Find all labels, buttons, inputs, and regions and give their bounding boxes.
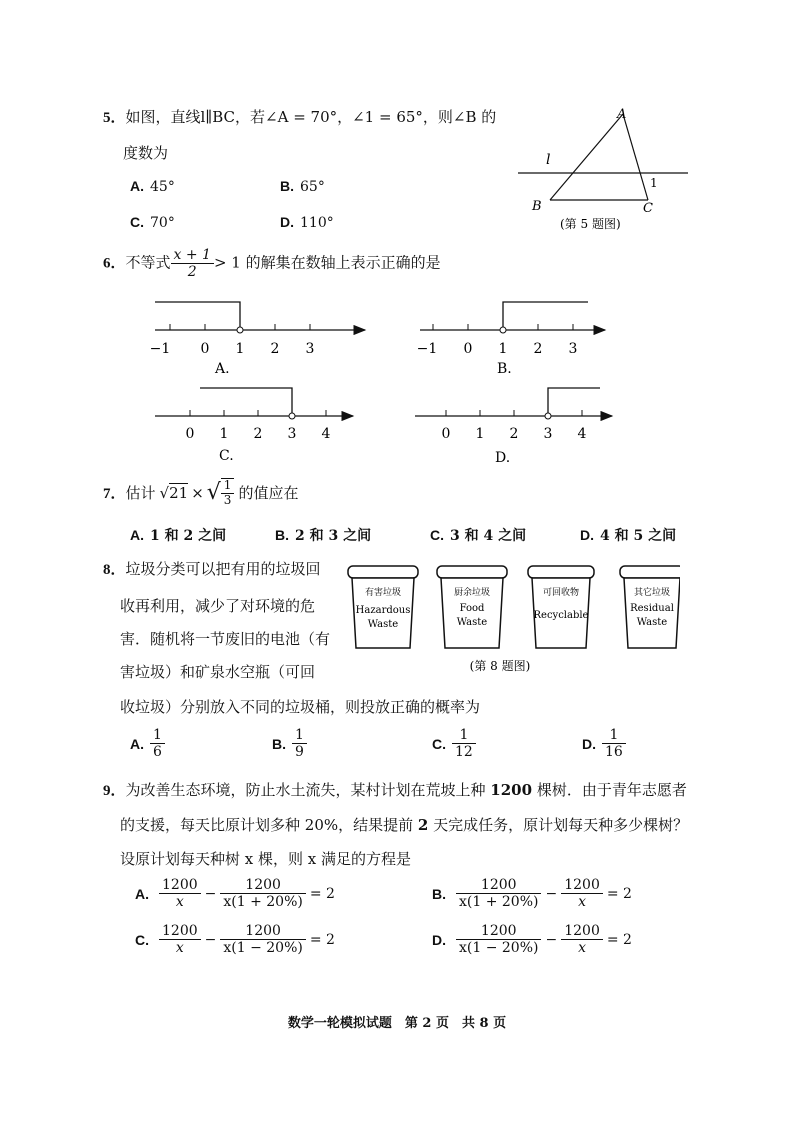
svg-text:其它垃圾: 其它垃圾 xyxy=(633,588,671,598)
q7-option-d: D. 4 和 5 之间 xyxy=(580,527,677,544)
tick-label: 1 xyxy=(498,341,508,357)
sqrt-21: √21 xyxy=(159,483,189,502)
q8-figure xyxy=(340,560,680,680)
q9-option-c: C. $\frac{1200}{x}$ − $\frac{1200}{x(1 - 20\%)}$ = 2 xyxy=(135,923,335,957)
solution-ray xyxy=(503,302,588,327)
open-point xyxy=(289,413,295,419)
tick-label: 2 xyxy=(270,341,280,357)
svg-text:厨余垃圾: 厨余垃圾 xyxy=(453,588,491,598)
tick-label: 0 xyxy=(200,341,210,357)
label-b: B xyxy=(532,199,542,214)
svg-text:Food: Food xyxy=(459,603,485,614)
tick-label: 3 xyxy=(543,426,553,442)
q8-line3: 害．随机将一节废旧的电池（有 xyxy=(120,630,331,648)
q7-option-b: B. 2 和 3 之间 xyxy=(275,527,372,544)
q8-line1: 8．垃圾分类可以把有用的垃圾回 xyxy=(103,560,321,578)
tick-label: 2 xyxy=(253,426,263,442)
tick-label: 2 xyxy=(509,426,519,442)
svg-text:Hazardous: Hazardous xyxy=(355,605,411,616)
sqrt-one-third: √ $\frac{1}{3}$ xyxy=(207,478,235,508)
tick-label: 0 xyxy=(185,426,195,442)
q9-line3: 设原计划每天种树 x 棵，则 x 满足的方程是 xyxy=(120,850,411,868)
svg-text:Residual: Residual xyxy=(630,603,674,614)
number-line-a xyxy=(150,302,365,377)
q6-stem: 6．不等式 $\frac{x + 1}{2}$ > 1 的解集在数轴上表示正确的是 xyxy=(103,247,441,281)
side-ab xyxy=(550,114,623,200)
bin-food xyxy=(437,566,507,648)
q8-line4: 害垃圾）和矿泉水空瓶（可回 xyxy=(120,663,316,681)
q8-option-b: B. $\frac{1}{9}$ xyxy=(272,727,307,760)
q9-line2: 的支援，每天比原计划多种 20%，结果提前 2 天完成任务，原计划每天种多少棵树？ xyxy=(120,816,689,834)
q9-option-b: B. $\frac{1200}{x(1 + 20\%)}$ − $\frac{1200}{x}$ = 2 xyxy=(432,877,632,911)
svg-text:Waste: Waste xyxy=(456,617,488,628)
side-ac xyxy=(623,114,648,200)
q5-stem-line1: 5．如图，直线l∥BC，若∠A = 70°，∠1 = 65°，则∠B 的 xyxy=(103,108,497,126)
tick-label: 1 xyxy=(475,426,485,442)
q8-line5: 收垃圾）分别放入不同的垃圾桶，则投放正确的概率为 xyxy=(120,698,481,716)
svg-text:Waste: Waste xyxy=(367,619,399,630)
solution-ray xyxy=(200,388,292,413)
tick-label: 1 xyxy=(235,341,245,357)
tick-label: 0 xyxy=(441,426,451,442)
svg-text:可回收物: 可回收物 xyxy=(542,588,580,598)
q6-fraction: $\frac{x + 1}{2}$ xyxy=(171,247,214,280)
number-line-b xyxy=(417,302,605,377)
bin-residual xyxy=(620,566,680,648)
q5-option-b: B. 65° xyxy=(280,178,325,195)
line-letter: C. xyxy=(219,448,234,464)
tick-label: 4 xyxy=(577,426,587,442)
page-footer: 数学一轮模拟试题 第 2 页 共 8 页 xyxy=(287,1016,507,1031)
q7-option-c: C. 3 和 4 之间 xyxy=(430,527,527,544)
line-letter: D. xyxy=(495,450,511,466)
q5-option-c: C. 70° xyxy=(130,214,175,231)
q6-number-lines xyxy=(0,290,794,475)
q7-option-a: A. 1 和 2 之间 xyxy=(130,527,227,544)
solution-ray xyxy=(548,388,600,413)
tick-label: 1 xyxy=(219,426,229,442)
q8-option-d: D. $\frac{1}{16}$ xyxy=(582,727,626,760)
svg-text:有害垃圾: 有害垃圾 xyxy=(364,588,402,598)
label-c: C xyxy=(643,201,653,216)
tick-label: −1 xyxy=(416,341,438,357)
label-l: l xyxy=(546,152,551,168)
number-line-d xyxy=(415,388,612,466)
tick-label: 3 xyxy=(568,341,578,357)
line-letter: B. xyxy=(497,361,512,377)
q9-line1: 9．为改善生态环境，防止水土流失，某村计划在荒坡上种 1200 棵树．由于青年志愿者 xyxy=(103,781,687,799)
q5-option-a: A. 45° xyxy=(130,178,175,195)
q9-option-d: D. $\frac{1200}{x(1 - 20\%)}$ − $\frac{1200}{x}$ = 2 xyxy=(432,923,632,957)
q5-figure xyxy=(510,100,700,235)
label-a: A xyxy=(617,107,627,122)
tick-label: −1 xyxy=(149,341,171,357)
solution-ray xyxy=(155,302,240,327)
bin-recyclable xyxy=(528,566,594,648)
tick-label: 2 xyxy=(533,341,543,357)
q8-option-c: C. $\frac{1}{12}$ xyxy=(432,727,476,760)
open-point xyxy=(237,327,243,333)
open-point xyxy=(545,413,551,419)
label-angle-1: 1 xyxy=(650,176,658,190)
bin-hazardous xyxy=(348,566,418,648)
tick-label: 3 xyxy=(305,341,315,357)
q8-caption: (第 8 题图) xyxy=(469,659,531,673)
line-letter: A. xyxy=(215,361,230,377)
q9-option-a: A. $\frac{1200}{x}$ − $\frac{1200}{x(1 + 20\%)}$ = 2 xyxy=(135,877,335,911)
open-point xyxy=(500,327,506,333)
tick-label: 0 xyxy=(463,341,473,357)
svg-text:Waste: Waste xyxy=(636,617,668,628)
q8-line2: 收再利用，减少了对环境的危 xyxy=(120,597,316,615)
q8-option-a: A. $\frac{1}{6}$ xyxy=(130,727,165,760)
q5-stem-line2: 度数为 xyxy=(123,144,169,162)
svg-text:Recyclable: Recyclable xyxy=(533,610,589,621)
tick-label: 3 xyxy=(287,426,297,442)
number-line-c xyxy=(155,388,353,464)
q7-stem: 7． 估计 √21 × √ $\frac{1}{3}$ 的值应在 xyxy=(103,478,299,507)
q5-option-d: D. 110° xyxy=(280,214,334,231)
q5-caption: (第 5 题图) xyxy=(560,217,621,231)
tick-label: 4 xyxy=(321,426,331,442)
